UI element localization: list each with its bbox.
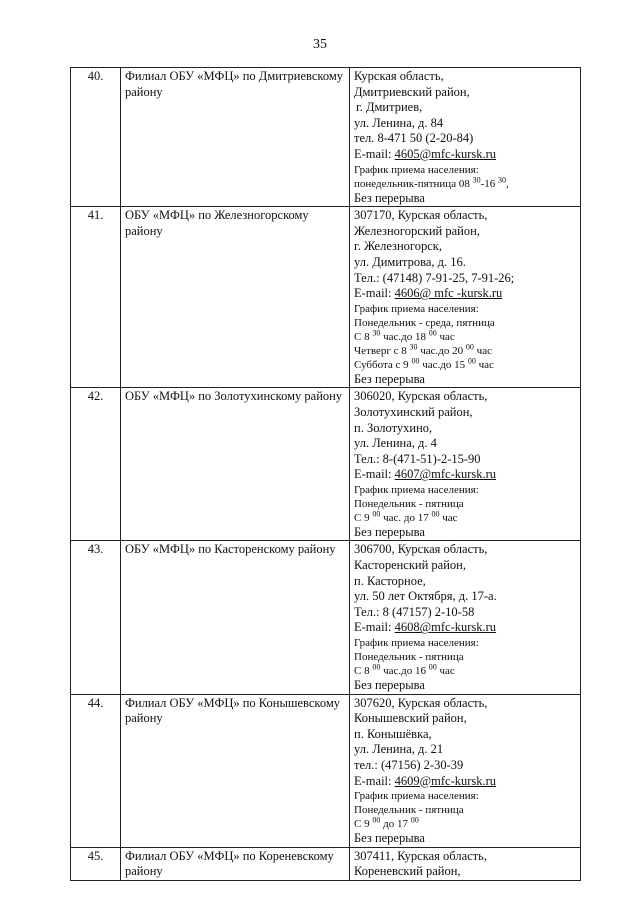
- row-number: 43.: [71, 541, 121, 694]
- address-line: Дмитриевский район,: [354, 84, 470, 99]
- email-prefix: E-mail:: [354, 146, 395, 161]
- schedule-text: час: [436, 330, 455, 343]
- schedule-days: Понедельник - среда, пятница: [354, 316, 495, 329]
- email-line: [354, 286, 576, 302]
- break-line: Без перерыва: [354, 371, 425, 386]
- address-line: ул. Ленина, д. 21: [354, 742, 444, 757]
- email-prefix: E-mail:: [354, 773, 395, 788]
- address-line: Золотухинский район,: [354, 404, 473, 419]
- schedule-text: С 8: [354, 330, 373, 343]
- email-line: [354, 147, 576, 163]
- schedule-heading: График приема населения:: [354, 302, 479, 315]
- schedule-days: Понедельник - пятница: [354, 804, 464, 817]
- schedule-text: час.до 16: [380, 665, 429, 678]
- break-line: Без перерыва: [354, 190, 425, 205]
- time-superscript: 30: [498, 174, 506, 184]
- table-row: [71, 388, 581, 541]
- page-number: 35: [313, 37, 327, 52]
- branch-contacts: [350, 388, 581, 541]
- row-number: 45.: [71, 847, 121, 880]
- time-superscript: 00: [372, 662, 381, 672]
- email-line: [354, 467, 576, 483]
- email-prefix: E-mail:: [354, 620, 395, 635]
- address-line: Касторенский район,: [354, 558, 466, 573]
- schedule-text: С 9: [354, 511, 373, 524]
- phone-line: Тел.: 8-(471-51)-2-15-90: [354, 451, 481, 466]
- mfc-branches-table: [70, 67, 581, 881]
- address-line: ул. Димитрова, д. 16.: [354, 254, 466, 269]
- schedule-text: час: [439, 511, 458, 524]
- time-superscript: 00: [431, 509, 440, 519]
- branch-name: Филиал ОБУ «МФЦ» по Конышевскому району: [121, 694, 350, 847]
- branch-contacts: [350, 207, 581, 388]
- schedule-text: Суббота с 9: [354, 358, 412, 371]
- address-line: 307170, Курская область,: [354, 208, 488, 223]
- address-line: ул. 50 лет Октября, д. 17-а.: [354, 589, 497, 604]
- table-row: [71, 541, 581, 694]
- schedule-days: Понедельник - пятница: [354, 497, 464, 510]
- row-number: 41.: [71, 207, 121, 388]
- schedule-heading: График приема населения:: [354, 483, 479, 496]
- phone-line: Тел.: (47148) 7-91-25, 7-91-26;: [354, 270, 515, 285]
- schedule-line: [354, 511, 576, 525]
- email-link[interactable]: 4608@mfc-kursk.ru: [394, 620, 497, 635]
- branch-contacts: [350, 847, 581, 880]
- table-row: [71, 847, 581, 880]
- schedule-text: до 17: [380, 818, 411, 831]
- phone-line: тел.: (47156) 2-30-39: [354, 758, 464, 772]
- address-line: Конышевский район,: [354, 711, 467, 726]
- schedule-text: час. до 17: [380, 511, 432, 524]
- schedule-line: [354, 174, 576, 191]
- branch-name: Филиал ОБУ «МФЦ» по Дмитриевскому району: [121, 68, 350, 207]
- address-line: г. Железногорск,: [354, 239, 442, 254]
- time-superscript: 00: [467, 356, 476, 366]
- address-line: 306020, Курская область,: [354, 389, 488, 404]
- schedule-text: час: [475, 358, 494, 371]
- time-superscript: 00: [465, 342, 474, 352]
- address-line: Курская область,: [354, 69, 444, 83]
- time-superscript: 00: [428, 662, 437, 672]
- time-superscript: 30: [409, 342, 418, 352]
- break-line: Без перерыва: [354, 524, 425, 539]
- break-line: Без перерыва: [354, 831, 425, 846]
- email-link[interactable]: 4605@mfc-kursk.ru: [394, 146, 497, 161]
- schedule-heading: График приема населения:: [354, 163, 479, 176]
- phone-line: тел. 8-471 50 (2-20-84): [354, 131, 474, 146]
- address-line: 306700, Курская область,: [354, 542, 488, 557]
- address-line: ул. Ленина, д. 84: [354, 115, 444, 130]
- schedule-text: понедельник-пятница 08: [354, 177, 473, 190]
- branch-name: Филиал ОБУ «МФЦ» по Кореневскому району: [121, 847, 350, 880]
- time-superscript: 00: [411, 356, 420, 366]
- branch-name: ОБУ «МФЦ» по Золотухинскому району: [121, 388, 350, 541]
- address-line: 307411, Курская область,: [354, 848, 487, 863]
- time-superscript: 30: [472, 174, 481, 184]
- table-row: [71, 207, 581, 388]
- schedule-text: час: [473, 344, 492, 357]
- schedule-text: -16: [480, 177, 498, 190]
- time-superscript: 30: [372, 328, 381, 338]
- address-line: Железногорский район,: [354, 223, 480, 238]
- schedule-text: час.до 20: [417, 344, 466, 357]
- email-line: [354, 620, 576, 636]
- email-line: [354, 774, 576, 790]
- row-number: 44.: [71, 694, 121, 847]
- address-line: Кореневский район,: [354, 864, 461, 879]
- email-prefix: E-mail:: [354, 286, 395, 301]
- branch-contacts: [350, 541, 581, 694]
- address-line: 307620, Курская область,: [354, 695, 488, 710]
- schedule-text: час.до 15: [419, 358, 468, 371]
- address-line: г. Дмитриев,: [356, 100, 423, 115]
- address-line: п. Золотухино,: [354, 420, 433, 435]
- schedule-line: [354, 664, 576, 678]
- row-number: 40.: [71, 68, 121, 207]
- email-link[interactable]: 4609@mfc-kursk.ru: [394, 773, 497, 788]
- schedule-text: С 9: [354, 818, 373, 831]
- schedule-text: ,: [506, 177, 509, 190]
- schedule-heading: График приема населения:: [354, 790, 479, 803]
- schedule-text: час.до 18: [380, 330, 429, 343]
- row-number: 42.: [71, 388, 121, 541]
- branch-name: ОБУ «МФЦ» по Железногорскому району: [121, 207, 350, 388]
- schedule-days: Понедельник - пятница: [354, 651, 464, 664]
- schedule-heading: График приема населения:: [354, 637, 479, 650]
- address-line: п. Конышёвка,: [354, 726, 432, 741]
- email-link[interactable]: 4606@ mfc -kursk.ru: [394, 286, 503, 301]
- schedule-line: [354, 358, 576, 372]
- break-line: Без перерыва: [354, 678, 425, 693]
- table-row: [71, 68, 581, 207]
- phone-line: Тел.: 8 (47157) 2-10-58: [354, 604, 475, 619]
- time-superscript: 00: [372, 815, 381, 825]
- address-line: ул. Ленина, д. 4: [354, 436, 437, 451]
- schedule-text: час: [436, 665, 455, 678]
- branch-contacts: [350, 68, 581, 207]
- schedule-line: [354, 344, 576, 358]
- branch-contacts: [350, 694, 581, 847]
- branch-name: ОБУ «МФЦ» по Касторенскому району: [121, 541, 350, 694]
- schedule-text: Четверг с 8: [354, 344, 410, 357]
- time-superscript: 00: [428, 328, 437, 338]
- email-link[interactable]: 4607@mfc-kursk.ru: [394, 467, 497, 482]
- time-superscript: 00: [372, 509, 381, 519]
- schedule-text: С 8: [354, 665, 373, 678]
- schedule-line: [354, 817, 576, 831]
- time-superscript: 00: [410, 815, 419, 825]
- email-prefix: E-mail:: [354, 467, 395, 482]
- table-row: [71, 694, 581, 847]
- address-line: п. Касторное,: [354, 573, 426, 588]
